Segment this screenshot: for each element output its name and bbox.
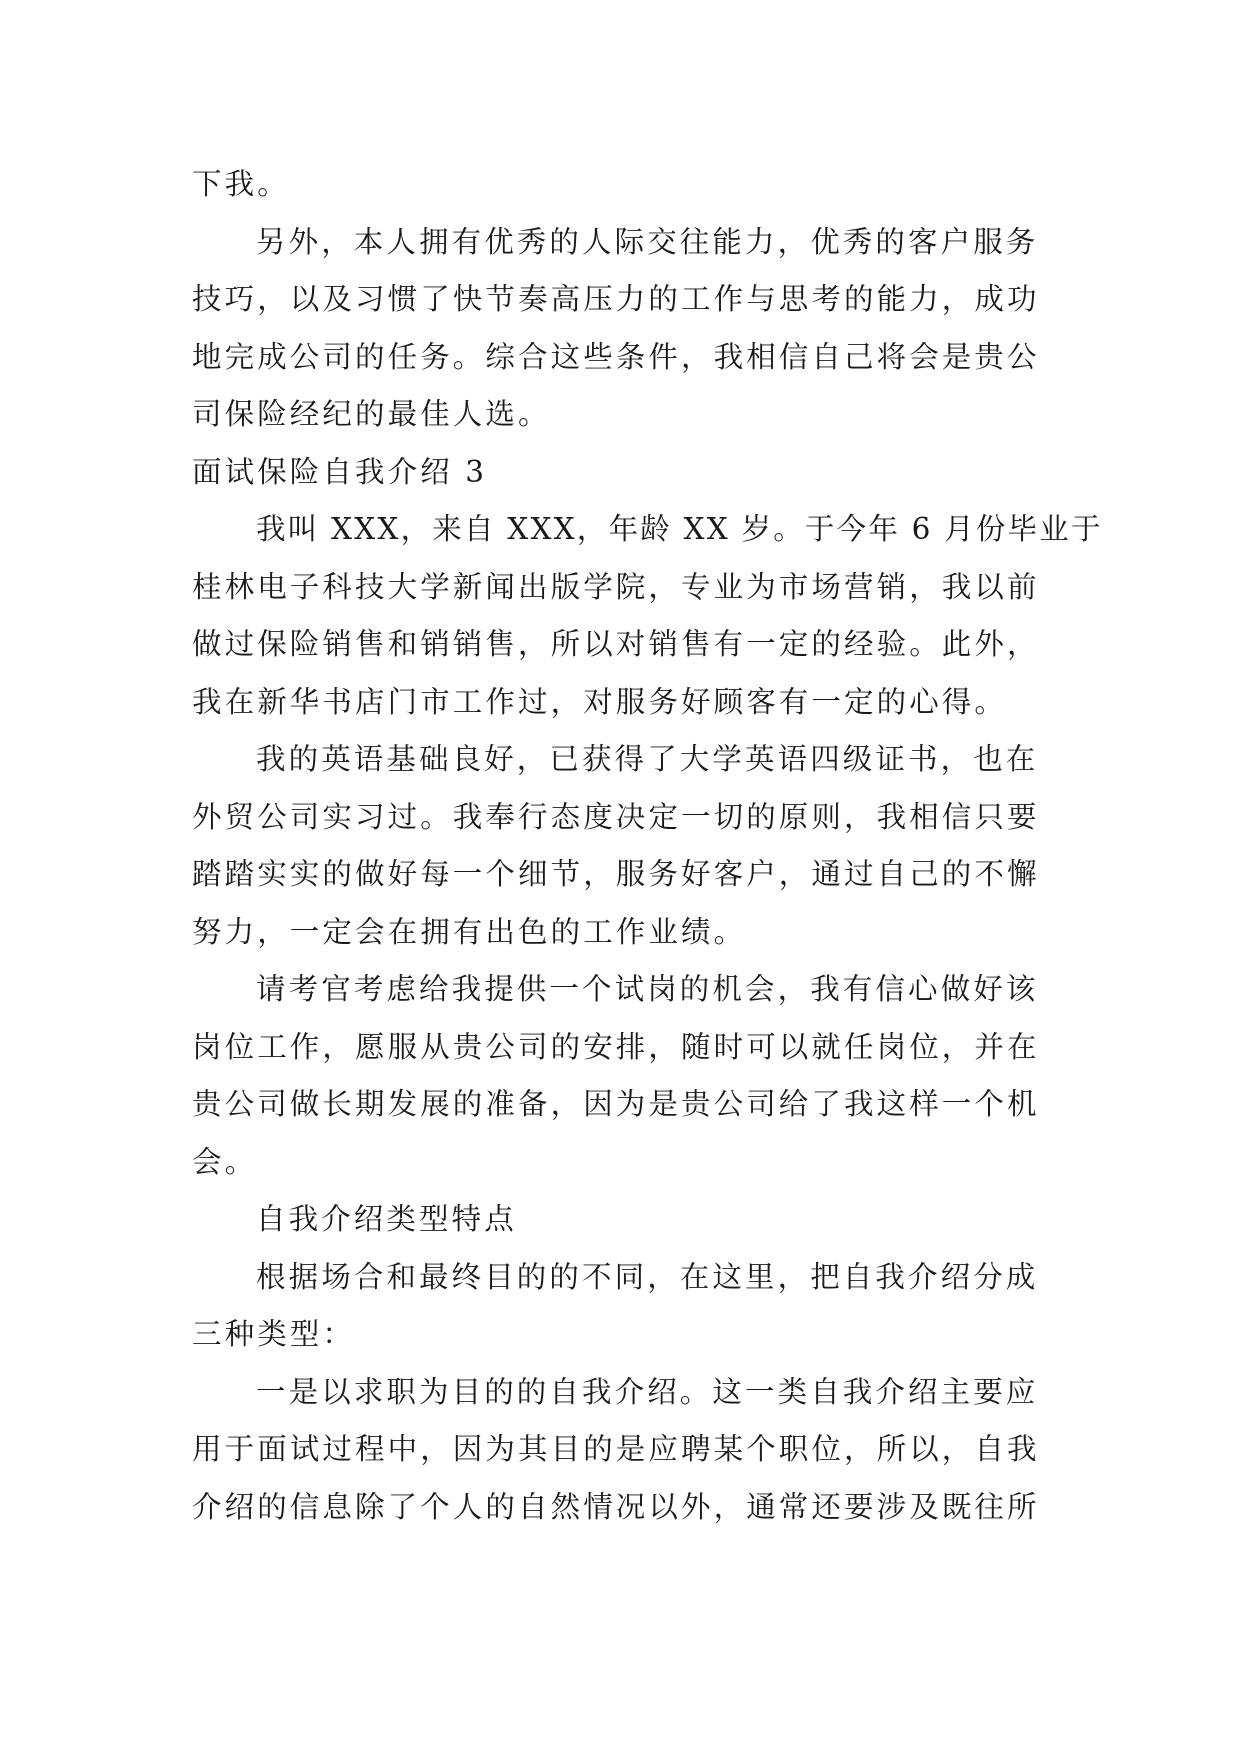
- text-line: 我在新华书店门市工作过，对服务好顾客有一定的心得。: [192, 684, 1008, 719]
- subsection-heading: 自我介绍类型特点: [256, 1202, 517, 1236]
- paragraph-start-line: 另外，本人拥有优秀的人际交往能力，优秀的客户服务: [256, 224, 1039, 259]
- paragraph-start-line: 我叫 XXX，来自 XXX，年龄 XX 岁。于今年 6 月份毕业于: [256, 512, 1103, 546]
- paragraph-start-line: 请考官考虑给我提供一个试岗的机会，我有信心做好该: [256, 972, 1039, 1006]
- text-line: 三种类型：: [192, 1317, 356, 1351]
- text-line: 桂林电子科技大学新闻出版学院，专业为市场营销，我以前: [192, 569, 1040, 604]
- section-heading: 面试保险自我介绍 3: [192, 454, 488, 489]
- paragraph-start-line: 根据场合和最终目的的不同，在这里，把自我介绍分成: [256, 1259, 1039, 1294]
- paragraph-start-line: 我的英语基础良好，已获得了大学英语四级证书，也在: [256, 742, 1039, 776]
- text-line: 外贸公司实习过。我奉行态度决定一切的原则，我相信只要: [192, 799, 1040, 834]
- text-line: 司保险经纪的最佳人选。: [192, 397, 551, 431]
- text-line: 下我。: [192, 167, 290, 201]
- text-line: 用于面试过程中，因为其目的是应聘某个职位，所以，自我: [192, 1432, 1040, 1466]
- text-line: 介绍的信息除了个人的自然情况以外，通常还要涉及既往所: [192, 1489, 1040, 1524]
- text-line: 会。: [192, 1144, 258, 1179]
- paragraph-start-line: 一是以求职为目的的自我介绍。这一类自我介绍主要应: [256, 1374, 1039, 1409]
- document-body: [192, 156, 1103, 1536]
- text-line: 努力，一定会在拥有出色的工作业绩。: [192, 914, 747, 949]
- text-line: 踏踏实实的做好每一个细节，服务好客户，通过自己的不懈: [192, 857, 1040, 891]
- text-line: 做过保险销售和销销售，所以对销售有一定的经验。此外，: [192, 627, 1040, 661]
- text-line: 岗位工作，愿服从贵公司的安排，随时可以就任岗位，并在: [192, 1029, 1040, 1064]
- text-line: 贵公司做长期发展的准备，因为是贵公司给了我这样一个机: [192, 1087, 1040, 1121]
- text-line: 技巧，以及习惯了快节奏高压力的工作与思考的能力，成功: [192, 282, 1040, 316]
- text-line: 地完成公司的任务。综合这些条件，我相信自己将会是贵公: [192, 339, 1040, 374]
